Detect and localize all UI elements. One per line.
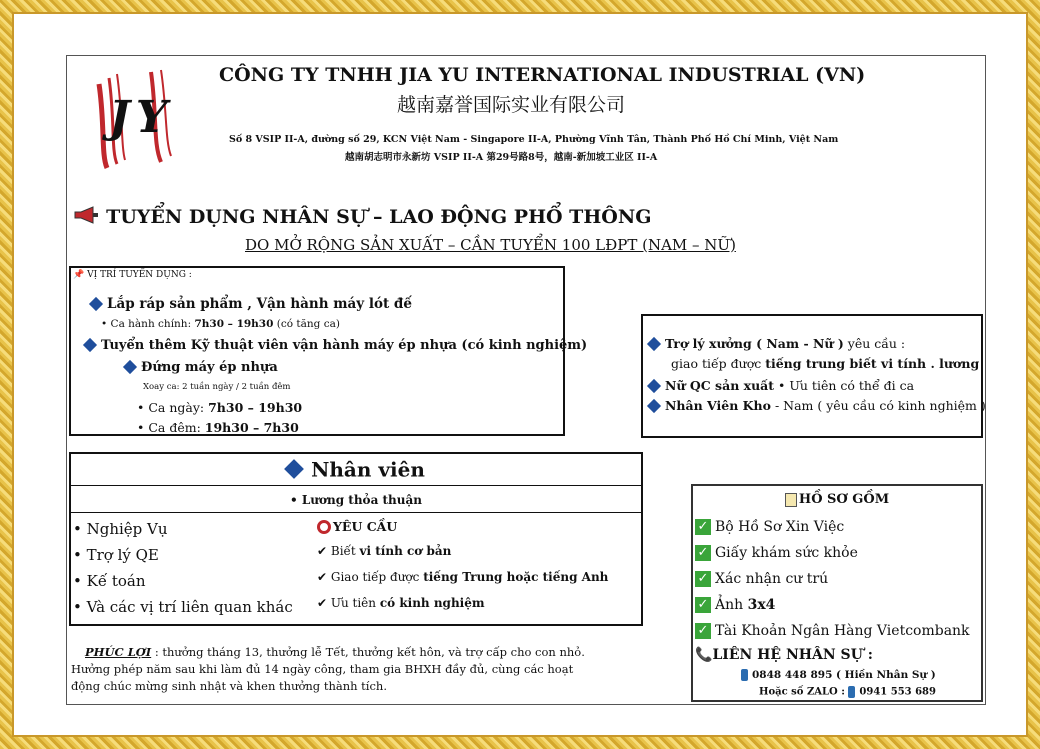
position-item-1-shift [101,318,340,330]
document-item [695,597,775,613]
company-name-cn: 越南嘉誉国际实业有限公司 [397,94,626,116]
warehouse-line [649,398,986,413]
pin-icon: 📌 [73,270,85,280]
documents-title-row [693,492,981,507]
diamond-icon [647,398,661,412]
document-item [695,623,970,639]
photo-size: 3x4 [747,597,776,613]
shift-suffix: (có tăng ca) [273,318,340,330]
address-vn: Số 8 VSIP II-A, đường số 29, KCN Việt Nam - Singapore II-A, Phường Vĩnh Tân, Thành Phố Hồ Chí Minh, Việt Nam [229,134,839,145]
req-2-a: ✔ Giao tiếp được [317,570,424,584]
contact-phone-1 [741,669,936,681]
qc-line [649,378,914,393]
diamond-icon [89,296,103,310]
req-3-a: ✔ Ưu tiên [317,596,380,610]
positions-box [69,266,588,436]
diamond-icon [83,337,97,351]
document-item [695,545,858,561]
check-icon: ✓ [695,597,711,613]
recruitment-sheet [66,55,986,705]
shift-rotation: Xoay ca: 2 tuần ngày / 2 tuần đêm [143,382,291,392]
position-item-1-text: Lắp ráp sản phẩm , Vận hành máy lót đế [107,296,412,312]
warehouse-title: Nhân Viên Kho [665,398,771,413]
check-icon: ✓ [695,519,711,535]
diamond-icon [123,359,137,373]
role-item: • Trợ lý QE [73,546,159,564]
night-shift-label: • Ca đêm: [137,420,205,435]
document-item-text: Xác nhận cư trú [715,571,829,587]
position-item-3-text: Đứng máy ép nhựa [141,360,278,375]
mobile-phone-icon [848,686,855,698]
check-icon: ✓ [695,571,711,587]
role-item: • Nghiệp Vụ [73,520,168,538]
benefits [71,644,651,695]
phone-1: 0848 448 895 ( Hiền Nhân Sự ) [752,669,936,681]
target-icon [317,520,331,534]
position-item-2 [85,338,587,353]
check-icon: ✓ [695,545,711,561]
company-name: CÔNG TY TNHH JIA YU INTERNATIONAL INDUSTRIAL (VN) [219,64,866,86]
requirements-label: YÊU CẦU [333,519,398,534]
night-shift-time: 19h30 – 7h30 [204,420,299,435]
req-1-a: ✔ Biết [317,544,360,558]
company-logo [91,64,191,172]
warehouse-note: - Nam ( yêu cầu có kinh nghiệm ) [770,398,986,413]
role-item: • Kế toán [73,572,146,590]
qc-title: Nữ QC sản xuất [665,378,775,393]
document-item-text: Ảnh [715,597,748,613]
assistant-line2-b: tiếng trung [765,356,846,371]
position-item-1 [91,296,412,312]
address-cn: 越南胡志明市永新坊 VSIP II-A 第29号路8号，越南-新加坡工业区 II-A [345,152,658,163]
diamond-icon [647,378,661,392]
benefits-line-1 [71,644,651,661]
night-shift [137,420,299,435]
shift-time: 7h30 – 19h30 [194,318,274,330]
megaphone-icon [73,206,99,228]
contact-zalo [759,686,936,698]
check-icon: ✓ [695,623,711,639]
diamond-icon [284,459,304,479]
assistant-line2-a: giao tiếp được [671,356,766,371]
positions-label: VỊ TRÍ TUYỂN DỤNG : [87,270,192,280]
day-shift [137,400,302,415]
day-shift-time: 7h30 – 19h30 [208,400,303,415]
logo-letters: JY [109,92,174,143]
staff-salary: • Lương thỏa thuận [71,487,641,513]
assistant-line-2 [671,356,979,371]
requirement-3 [317,596,485,610]
phone-handset-icon: 📞 [695,647,713,663]
contact-title: LIÊN HỆ NHÂN SỰ : [712,647,873,663]
assistant-title: Trợ lý xưởng ( Nam - Nữ ) [665,336,844,351]
staff-title-row [71,454,641,486]
document-item-text: Bộ Hồ Sơ Xin Việc [715,519,845,535]
position-item-3 [125,360,278,375]
headline-subtitle: DO MỞ RỘNG SẢN XUẤT – CẦN TUYỂN 100 LĐPT (NAM – NỮ) [245,236,736,254]
headline-title: TUYỂN DỤNG NHÂN SỰ – LAO ĐỘNG PHỔ THÔNG [106,206,652,228]
documents-title: HỒ SƠ GỒM [798,492,890,507]
position-item-2-text: Tuyển thêm Kỹ thuật viên vận hành máy ép nhựa (có kinh nghiệm) [101,338,588,353]
document-icon [785,493,797,507]
documents-box [691,484,983,702]
req-2-b: tiếng Trung hoặc tiếng Anh [423,570,609,584]
assistant-line2-c: biết vi tính . lương [845,356,980,371]
document-item [695,571,828,587]
right-positions-box [641,314,986,438]
assistant-req: yêu cầu : [843,336,906,351]
benefits-line-2: Hưởng phép năm sau khi làm đủ 14 ngày công, tham gia BHXH đầy đủ, cùng các hoạt [71,662,574,676]
requirement-1 [317,544,451,558]
contact-title-row [695,647,873,663]
benefits-line1-text: : thưởng tháng 13, thưởng lễ Tết, thưởng kết hôn, và trợ cấp cho con nhỏ. [151,645,585,659]
positions-label-row [73,270,192,280]
staff-title: Nhân viên [311,457,425,482]
qc-note: • Ưu tiên có thể đi ca [774,378,915,393]
req-3-b: có kinh nghiệm [379,596,485,610]
document-item [695,519,844,535]
role-item: • Và các vị trí liên quan khác [73,598,293,616]
req-1-b: vi tính cơ bản [359,544,452,558]
document-item-text: Giấy khám sức khỏe [715,545,858,561]
benefits-label: PHÚC LỢI [85,645,152,659]
document-item-text: Tài Khoản Ngân Hàng Vietcombank [715,623,970,639]
shift-prefix: • Ca hành chính: [101,318,195,330]
staff-box [69,452,643,626]
assistant-line-1 [649,336,905,351]
phone-2: 0941 553 689 [859,686,936,698]
zalo-label: Hoặc số ZALO : [759,686,845,698]
diamond-icon [647,336,661,350]
mobile-phone-icon [741,669,748,681]
day-shift-label: • Ca ngày: [137,400,209,415]
headline [73,206,651,228]
requirement-2 [317,570,608,584]
benefits-line-3: động chúc mừng sinh nhật và khen thưởng thành tích. [71,679,387,693]
requirements-label-row [317,518,397,534]
